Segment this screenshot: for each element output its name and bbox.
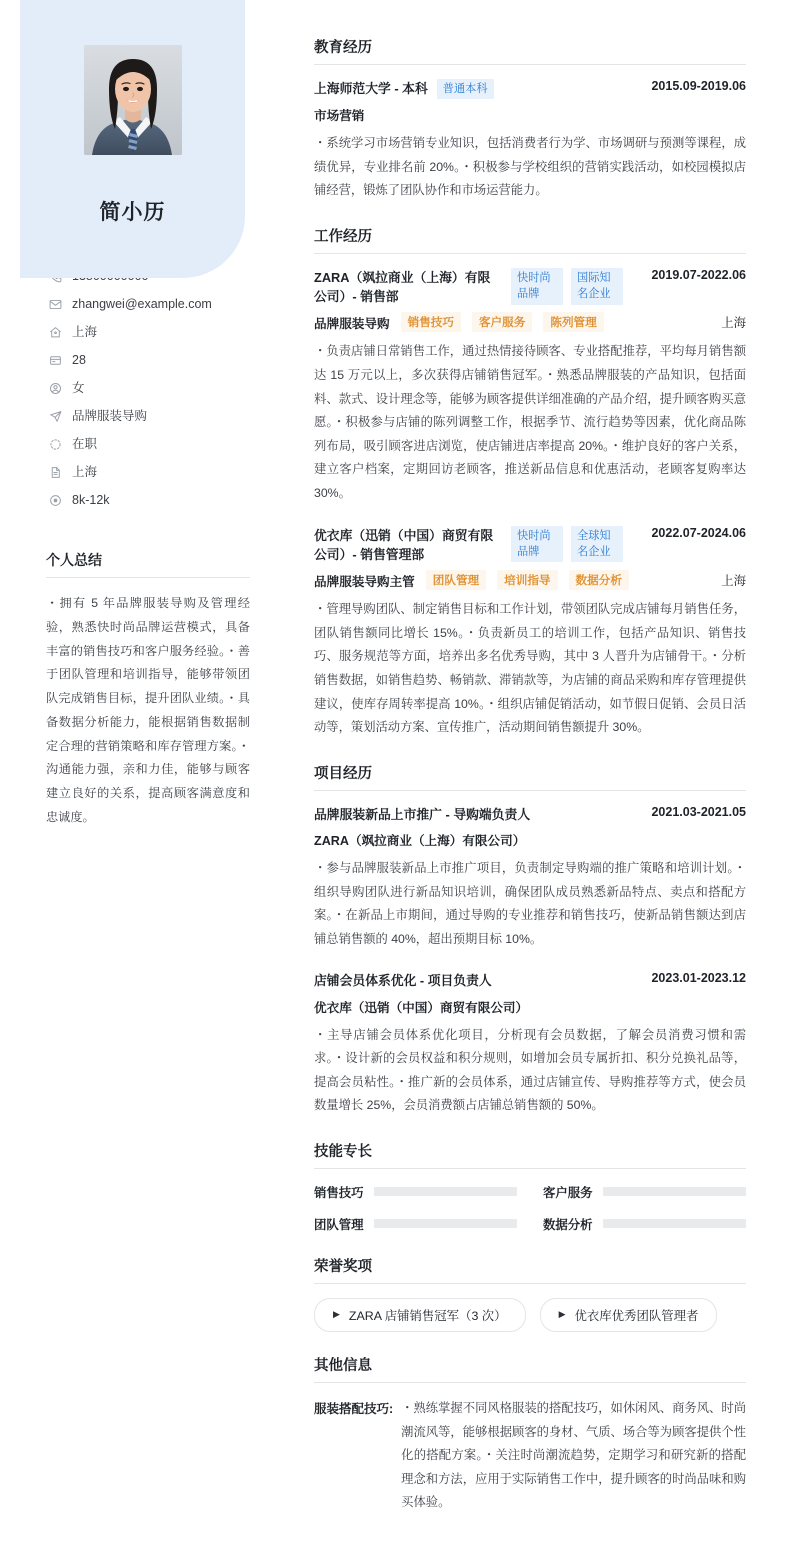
- tag-skill-0: 销售技巧: [401, 312, 461, 332]
- honor-label: ZARA 店铺销售冠军（3 次）: [348, 1308, 507, 1323]
- play-triangle-icon: ▶: [333, 1309, 340, 1320]
- main-content: [300, 0, 794, 1555]
- other-text: ・熟练掌握不同风格服装的搭配技巧，如休闲风、商务风、时尚潮流风等，能够根据顾客的身材、气质、场合等为顾客提供个性化的搭配方案。・关注时尚潮流趋势，定期学习和研究新的搭配理念和方法，应用于实际销售工作中，提升顾客的时尚品味和购买体验。: [401, 1400, 746, 1510]
- education-school: 上海师范大学 - 本科: [314, 81, 428, 96]
- skill-bar-track: [603, 1219, 746, 1228]
- project-name: 品牌服装新品上市推广 - 导购端负责人: [314, 806, 531, 822]
- sidebar: [0, 0, 300, 860]
- honors-section: [314, 1255, 746, 1332]
- work-date: 2022.07-2024.06: [651, 525, 746, 540]
- contact-value-age: 28: [72, 352, 86, 367]
- skill-label: 客户服务: [543, 1185, 593, 1200]
- tag-skill-2: 数据分析: [569, 570, 629, 590]
- work-entry: [314, 526, 746, 740]
- work-entry-header: [314, 526, 746, 564]
- tag-degree-type: 普通本科: [437, 79, 494, 99]
- work-location: 上海: [721, 316, 746, 331]
- summary-section: [0, 550, 300, 830]
- contact-item-city: [48, 458, 300, 486]
- skill-label: 销售技巧: [314, 1185, 364, 1200]
- summary-title: 个人总结: [46, 550, 250, 578]
- skill-item: [314, 1183, 517, 1201]
- tag-company-0: 快时尚品牌: [511, 268, 563, 304]
- education-entry-header: [314, 79, 746, 99]
- skill-label: 数据分析: [543, 1217, 593, 1232]
- skill-label: 团队管理: [314, 1217, 364, 1232]
- contact-value-location: 上海: [72, 324, 98, 339]
- skill-bar-track: [374, 1187, 517, 1196]
- tag-skill-1: 客户服务: [472, 312, 532, 332]
- contact-value-salary: 8k-12k: [72, 492, 110, 507]
- tag-company-1: 全球知名企业: [571, 526, 623, 562]
- education-date: 2015.09-2019.06: [651, 79, 746, 93]
- contact-item-age: [48, 346, 300, 374]
- contact-value-status: 在职: [72, 436, 98, 451]
- avatar: [84, 45, 182, 155]
- user-circle-icon: [48, 381, 62, 395]
- contact-value-gender: 女: [72, 380, 85, 395]
- document-icon: [48, 465, 62, 479]
- contact-value-position: 品牌服装导购: [72, 408, 148, 423]
- contact-item-status: [48, 430, 300, 458]
- summary-text: ・拥有 5 年品牌服装导购及管理经验，熟悉快时尚品牌运营模式，具备丰富的销售技巧和客户服务经验。・善于团队管理和培训指导，能够带领团队完成销售目标，提升团队业绩。・具备数据分析能力，能根据销售数据制定合理的营销策略和库存管理方案。・沟通能力强，亲和力佳，能够与顾客建立良好的关系，提高顾客满意度和忠诚度。: [46, 596, 250, 825]
- other-row: [314, 1397, 746, 1515]
- id-card-icon: [48, 353, 62, 367]
- project-name: 店铺会员体系优化 - 项目负责人: [314, 973, 492, 989]
- skills-section: [314, 1140, 746, 1233]
- contact-item-email: [48, 290, 300, 318]
- honor-label: 优衣库优秀团队管理者: [574, 1308, 699, 1323]
- education-major: 市场营销: [314, 109, 365, 124]
- project-date: 2021.03-2021.05: [651, 804, 746, 819]
- work-entry: [314, 268, 746, 506]
- projects-title: 项目经历: [314, 762, 746, 791]
- education-title: 教育经历: [314, 36, 746, 65]
- skill-bar-track: [374, 1219, 517, 1228]
- project-entry-header: [314, 971, 746, 990]
- other-section: [314, 1354, 746, 1515]
- status-circle-icon: [48, 437, 62, 451]
- work-role-row: [314, 570, 746, 590]
- work-location: 上海: [721, 574, 746, 589]
- project-desc: ・参与品牌服装新品上市推广项目，负责制定导购端的推广策略和培训计划。・组织导购团队进行新品知识培训，确保团队成员熟悉新品特点、卖点和搭配方案。・在新品上市期间，通过导购的专业推荐和销售技巧，使新品销售额达到店铺总销售额的 40%，超出预期目标 10%。: [314, 860, 746, 946]
- contact-item-salary: [48, 486, 300, 514]
- honors-title: 荣誉奖项: [314, 1255, 746, 1284]
- project-date: 2023.01-2023.12: [651, 971, 746, 986]
- work-entry-header: [314, 268, 746, 306]
- mail-icon: [48, 297, 62, 311]
- skills-grid: [314, 1183, 746, 1233]
- project-entry: [314, 971, 746, 1118]
- projects-section: [314, 762, 746, 1118]
- contact-item-location: [48, 318, 300, 346]
- project-org: 优衣库（迅销（中国）商贸有限公司）: [314, 1000, 529, 1015]
- work-desc: ・负责店铺日常销售工作，通过热情接待顾客、专业搭配推荐，平均每月销售额达 15 万元以上，多次获得店铺销售冠军。・熟悉品牌服装的产品知识，包括面料、款式、设计理念等，能够为顾客提供详细准确的产品介绍，提升顾客购买意愿。・积极参与店铺的陈列调整工作，根据季节、流行趋势等因素，优化商品陈列布局，吸引顾客进店浏览，使店铺进店率提高 20%。・维护良好的客户关系，建立客户档案，定期回访老顾客，推送新品信息和优惠活动，老顾客复购率达 30%。: [314, 344, 746, 501]
- education-section: [314, 36, 746, 203]
- paper-plane-icon: [48, 409, 62, 423]
- home-icon: [48, 325, 62, 339]
- contact-value-email: zhangwei@example.com: [72, 296, 212, 311]
- tag-company-1: 国际知名企业: [571, 268, 623, 304]
- tag-skill-2: 陈列管理: [543, 312, 603, 332]
- profile-header: [0, 0, 265, 226]
- work-company-tags: [511, 268, 623, 304]
- work-company-tags: [511, 526, 623, 562]
- skills-title: 技能专长: [314, 1140, 746, 1169]
- other-label: 服装搭配技巧:: [314, 1401, 394, 1416]
- other-title: 其他信息: [314, 1354, 746, 1383]
- education-desc: ・系统学习市场营销专业知识，包括消费者行为学、市场调研与预测等课程，成绩优异，专业排名前 20%。・积极参与学校组织的营销实践活动，如校园模拟店铺经营，锻炼了团队协作和市场运营能力。: [314, 136, 746, 198]
- skill-item: [314, 1215, 517, 1233]
- work-desc: ・管理导购团队、制定销售目标和工作计划，带领团队完成店铺每月销售任务，团队销售额同比增长 15%。・负责新员工的培训工作，包括产品知识、销售技巧、服务规范等方面，培养出多名优秀导购，其中 3 人晋升为店铺骨干。・分析销售数据，如销售趋势、畅销款、滞销款等，为店铺的商品采购和库存管理提供建议，使库存周转率提高 10%。・组织店铺促销活动，如节假日促销、会员日活动等，策划活动方案、宣传推广，活动期间销售额提升 30%。: [314, 602, 746, 735]
- target-icon: [48, 493, 62, 507]
- project-org: ZARA（飒拉商业（上海）有限公司）: [314, 833, 526, 848]
- tag-skill-1: 培训指导: [497, 570, 557, 590]
- work-company: 优衣库（迅销（中国）商贸有限公司）- 销售管理部: [314, 527, 494, 562]
- project-desc: ・主导店铺会员体系优化项目，分析现有会员数据，了解会员消费习惯和需求。・设计新的会员权益和积分规则，如增加会员专属折扣、积分兑换礼品等，提高会员粘性。・推广新的会员体系，通过店铺宣传、导购推荐等方式，使会员数量增长 25%，会员消费额占店铺总销售额的 50%。: [314, 1027, 746, 1113]
- skill-item: [543, 1183, 746, 1201]
- work-date: 2019.07-2022.06: [651, 268, 746, 283]
- contact-value-city: 上海: [72, 464, 98, 479]
- tag-skill-0: 团队管理: [426, 570, 486, 590]
- honors-list: [314, 1298, 746, 1332]
- work-title: 工作经历: [314, 225, 746, 254]
- education-tags: [437, 79, 494, 99]
- work-role-row: [314, 312, 746, 332]
- honor-item[interactable]: [314, 1298, 526, 1332]
- work-section: [314, 225, 746, 740]
- honor-item[interactable]: [540, 1298, 718, 1332]
- tag-company-0: 快时尚品牌: [511, 526, 563, 562]
- work-company: ZARA（飒拉商业（上海）有限公司）- 销售部: [314, 270, 491, 305]
- contact-item-gender: [48, 374, 300, 402]
- work-role: 品牌服装导购: [314, 316, 390, 331]
- work-role: 品牌服装导购主管: [314, 574, 415, 589]
- project-entry-header: [314, 805, 746, 824]
- person-name: 简小历: [99, 201, 166, 224]
- contact-list: [0, 262, 300, 514]
- education-entry: [314, 79, 746, 203]
- skill-bar-track: [603, 1187, 746, 1196]
- contact-item-position: [48, 402, 300, 430]
- play-triangle-icon: ▶: [558, 1309, 566, 1320]
- skill-item: [543, 1215, 746, 1233]
- project-entry: [314, 805, 746, 952]
